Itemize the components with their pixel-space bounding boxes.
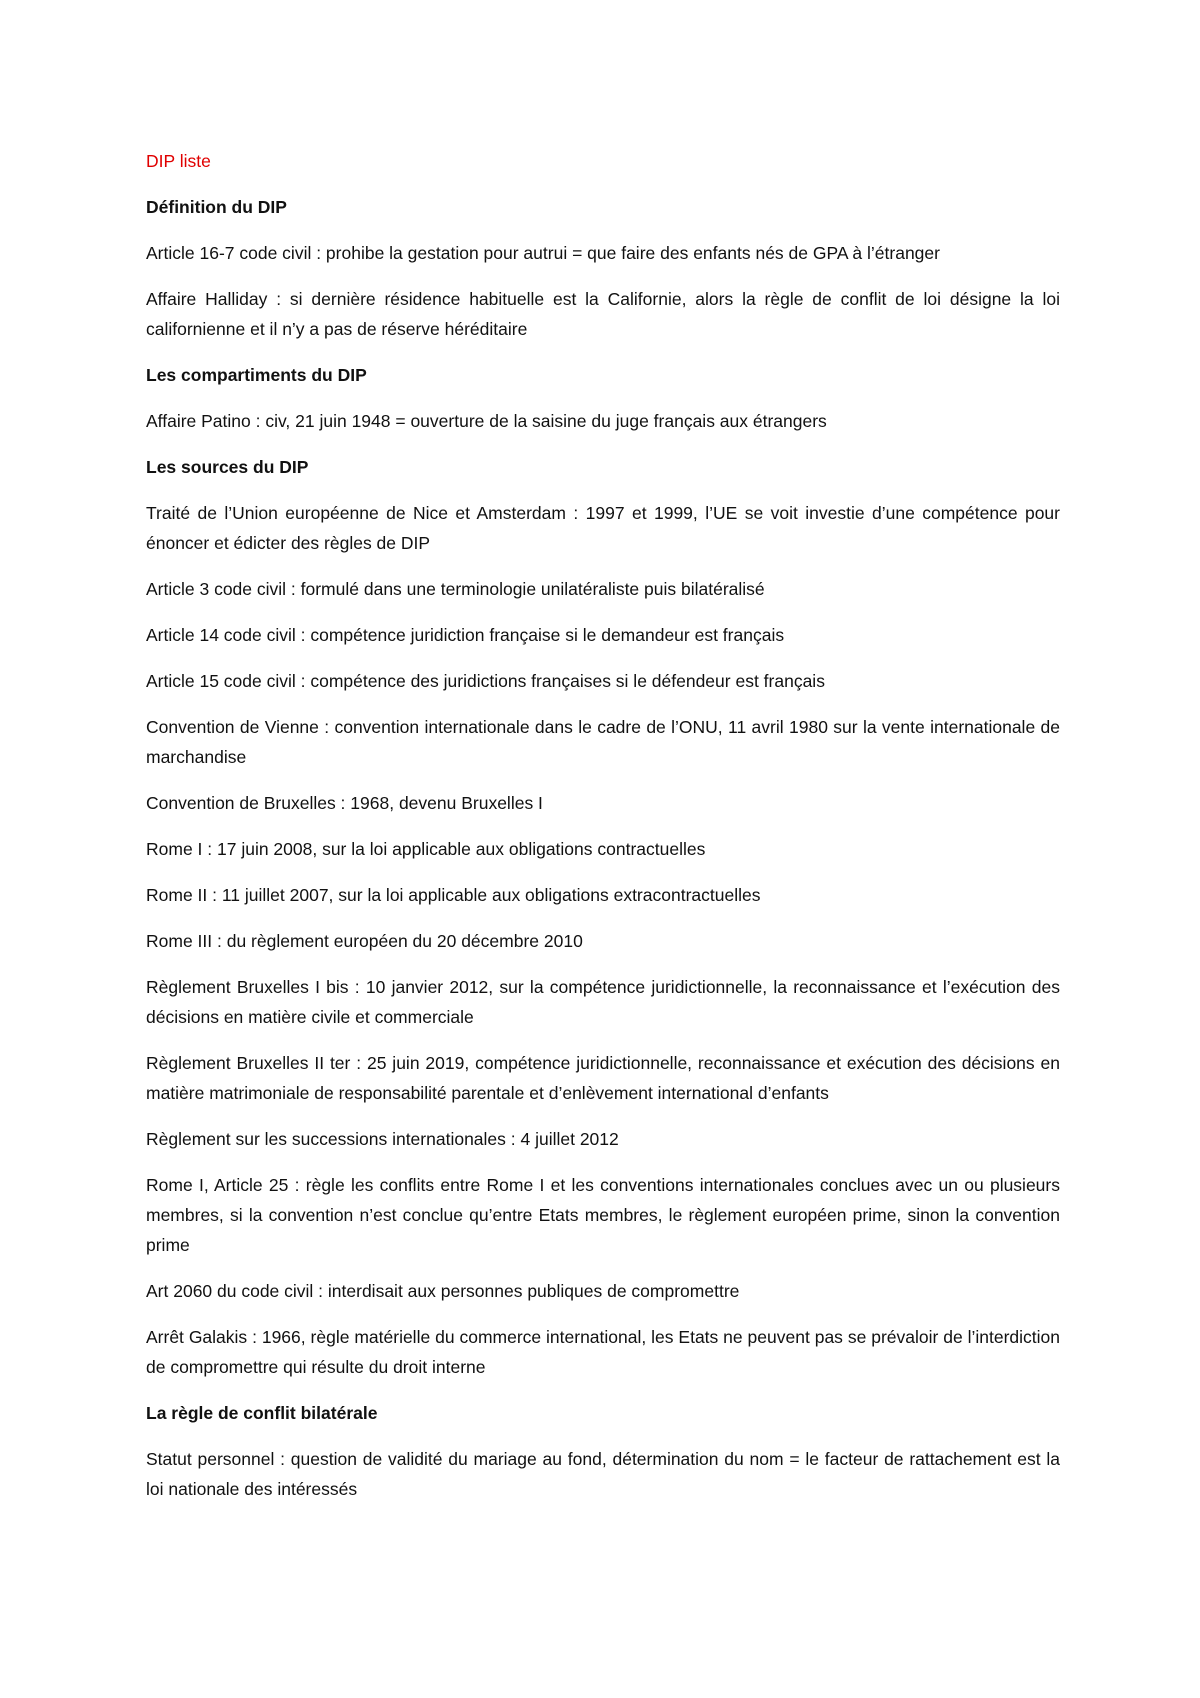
section-heading: Les sources du DIP	[146, 457, 309, 477]
paragraph: Rome II : 11 juillet 2007, sur la loi applicable aux obligations extracontractuelles	[146, 885, 761, 905]
paragraph: Convention de Bruxelles : 1968, devenu Bruxelles I	[146, 793, 543, 813]
document-title: DIP liste	[146, 151, 211, 171]
paragraph: Arrêt Galakis : 1966, règle matérielle du commerce international, les Etats ne peuvent pas se prévaloir de l’interdiction de compromettre qui résulte du droit interne	[146, 1327, 1060, 1377]
paragraph: Règlement Bruxelles II ter : 25 juin 2019, compétence juridictionnelle, reconnaissance et exécution des décisions en matière matrimoniale de responsabilité parentale et d’enlèvement international d’enfants	[146, 1053, 1060, 1103]
paragraph: Art 2060 du code civil : interdisait aux personnes publiques de compromettre	[146, 1281, 740, 1301]
paragraph: Règlement Bruxelles I bis : 10 janvier 2012, sur la compétence juridictionnelle, la reconnaissance et l’exécution des décisions en matière civile et commerciale	[146, 977, 1060, 1027]
section-heading: La règle de conflit bilatérale	[146, 1403, 378, 1423]
paragraph: Rome III : du règlement européen du 20 décembre 2010	[146, 931, 583, 951]
paragraph: Traité de l’Union européenne de Nice et Amsterdam : 1997 et 1999, l’UE se voit investie d’une compétence pour énoncer et édicter des règles de DIP	[146, 503, 1060, 553]
paragraph: Article 15 code civil : compétence des juridictions françaises si le défendeur est français	[146, 671, 825, 691]
paragraph: Article 3 code civil : formulé dans une terminologie unilatéraliste puis bilatéralisé	[146, 579, 765, 599]
paragraph: Affaire Halliday : si dernière résidence habituelle est la Californie, alors la règle de conflit de loi désigne la loi californienne et il n’y a pas de réserve héréditaire	[146, 289, 1060, 339]
paragraph: Statut personnel : question de validité du mariage au fond, détermination du nom = le facteur de rattachement est la loi nationale des intéressés	[146, 1449, 1060, 1499]
paragraph: Convention de Vienne : convention internationale dans le cadre de l’ONU, 11 avril 1980 sur la vente internationale de marchandise	[146, 717, 1060, 767]
paragraph: Rome I, Article 25 : règle les conflits entre Rome I et les conventions internationales conclues avec un ou plusieurs membres, si la convention n’est conclue qu’entre Etats membres, le règlement européen prime, sinon la convention prime	[146, 1175, 1060, 1255]
paragraph: Règlement sur les successions internationales : 4 juillet 2012	[146, 1129, 619, 1149]
section-heading: Les compartiments du DIP	[146, 365, 367, 385]
section-heading: Définition du DIP	[146, 197, 287, 217]
paragraph: Article 14 code civil : compétence juridiction française si le demandeur est français	[146, 625, 785, 645]
document-page	[146, 146, 1060, 1520]
paragraph: Affaire Patino : civ, 21 juin 1948 = ouverture de la saisine du juge français aux étrangers	[146, 411, 827, 431]
paragraph: Rome I : 17 juin 2008, sur la loi applicable aux obligations contractuelles	[146, 839, 706, 859]
paragraph: Article 16-7 code civil : prohibe la gestation pour autrui = que faire des enfants nés de GPA à l’étranger	[146, 243, 940, 263]
